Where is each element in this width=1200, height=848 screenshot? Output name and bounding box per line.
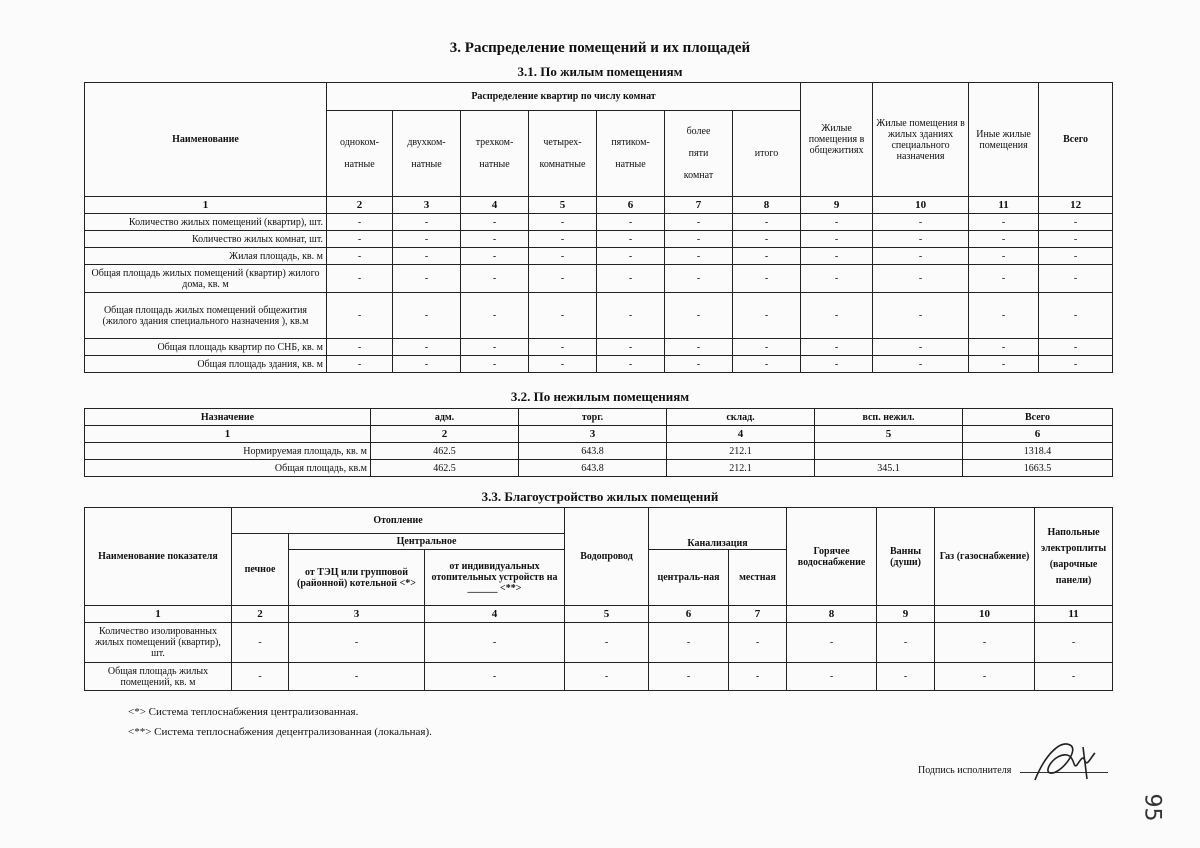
table-row <box>85 214 1113 231</box>
header-sewer: Канализация <box>649 508 787 550</box>
col-number: 3 <box>393 197 461 214</box>
cell-value: - <box>733 293 801 339</box>
header-auxiliary: всп. нежил. <box>815 409 963 426</box>
col-number: 4 <box>425 606 565 623</box>
cell-value: - <box>529 214 597 231</box>
cell-value: - <box>393 356 461 373</box>
header-indicator: Наименование показателя <box>85 508 232 606</box>
table-row <box>85 623 1113 663</box>
cell-value: - <box>461 293 529 339</box>
col-number: 6 <box>597 197 665 214</box>
header-tec: от ТЭЦ или групповой (районной) котельной <*> <box>289 550 425 606</box>
row-label: Общая площадь жилых помещений (квартир) жилого дома, кв. м <box>85 265 327 293</box>
cell-value: - <box>461 356 529 373</box>
header-water: Водопровод <box>565 508 649 606</box>
col-number: 10 <box>935 606 1035 623</box>
cell-value: - <box>935 663 1035 691</box>
col-number: 2 <box>371 426 519 443</box>
cell-value: - <box>873 248 969 265</box>
residential-table <box>84 82 1113 373</box>
cell-value: - <box>565 663 649 691</box>
header-storage: склад. <box>667 409 815 426</box>
cell-value: - <box>787 663 877 691</box>
table-row <box>85 443 1113 460</box>
cell-value: - <box>873 356 969 373</box>
cell-value: - <box>393 265 461 293</box>
col-number: 1 <box>85 426 371 443</box>
table-row <box>85 248 1113 265</box>
cell-value: - <box>393 231 461 248</box>
page-number: 95 <box>1139 793 1165 822</box>
cell-value: - <box>461 248 529 265</box>
cell-value: - <box>1039 293 1113 339</box>
cell-value: - <box>393 248 461 265</box>
cell-value: - <box>529 248 597 265</box>
col-number: 4 <box>461 197 529 214</box>
cell-value: - <box>597 339 665 356</box>
cell-value: - <box>801 214 873 231</box>
cell-value: - <box>327 214 393 231</box>
cell-value: - <box>425 663 565 691</box>
cell-value: - <box>597 265 665 293</box>
cell-value: - <box>529 265 597 293</box>
cell-value: 212.1 <box>667 443 815 460</box>
cell-value: - <box>665 265 733 293</box>
header-total: Всего <box>1039 83 1113 197</box>
cell-value: - <box>425 623 565 663</box>
row-label: Общая площадь жилых помещений, кв. м <box>85 663 232 691</box>
cell-value: - <box>733 339 801 356</box>
cell-value <box>815 443 963 460</box>
row-label: Количество жилых комнат, шт. <box>85 231 327 248</box>
cell-value: - <box>787 623 877 663</box>
cell-value: - <box>665 356 733 373</box>
row-label: Общая площадь квартир по СНБ, кв. м <box>85 339 327 356</box>
col-number: 1 <box>85 606 232 623</box>
footnote-2: <**> Система теплоснабжения децентрализованная (локальная). <box>128 726 432 738</box>
cell-value: - <box>969 231 1039 248</box>
col-number: 9 <box>877 606 935 623</box>
col-number: 2 <box>232 606 289 623</box>
footnote-1: <*> Система теплоснабжения централизованная. <box>128 706 359 718</box>
cell-value: - <box>327 293 393 339</box>
cell-value: - <box>597 248 665 265</box>
col-number: 8 <box>787 606 877 623</box>
cell-value: - <box>873 265 969 293</box>
col-number: 11 <box>1035 606 1113 623</box>
cell-value: - <box>529 231 597 248</box>
col-number: 3 <box>519 426 667 443</box>
cell-value: - <box>327 231 393 248</box>
cell-value: - <box>565 623 649 663</box>
col-number: 5 <box>565 606 649 623</box>
table-row <box>85 356 1113 373</box>
cell-value: - <box>873 339 969 356</box>
col-number: 10 <box>873 197 969 214</box>
section-3-3-title: 3.3. Благоустройство жилых помещений <box>481 489 719 504</box>
cell-value: - <box>733 356 801 373</box>
header-five-room: пятиком- натные <box>597 111 665 197</box>
cell-value: 462.5 <box>371 443 519 460</box>
cell-value: - <box>733 231 801 248</box>
cell-value: 1663.5 <box>963 460 1113 477</box>
cell-value: - <box>873 214 969 231</box>
cell-value: - <box>597 231 665 248</box>
cell-value: - <box>969 265 1039 293</box>
header-individual: от индивидуальных отопительных устройств на ______ <**> <box>425 550 565 606</box>
header-name: Наименование <box>85 83 327 197</box>
cell-value: - <box>969 248 1039 265</box>
cell-value: - <box>969 293 1039 339</box>
cell-value: - <box>649 663 729 691</box>
cell-value: - <box>935 623 1035 663</box>
col-number: 6 <box>963 426 1113 443</box>
cell-value: - <box>1035 623 1113 663</box>
cell-value: - <box>529 339 597 356</box>
header-more-rooms: более пяти комнат <box>665 111 733 197</box>
cell-value: - <box>597 293 665 339</box>
row-label: Общая площадь здания, кв. м <box>85 356 327 373</box>
header-sewer-local: местная <box>729 550 787 606</box>
cell-value: 643.8 <box>519 460 667 477</box>
cell-value: - <box>801 231 873 248</box>
cell-value: - <box>801 265 873 293</box>
cell-value: - <box>1035 663 1113 691</box>
table-row <box>85 339 1113 356</box>
cell-value: - <box>529 356 597 373</box>
col-number: 5 <box>529 197 597 214</box>
header-four-room: четырех- комнатные <box>529 111 597 197</box>
cell-value: - <box>1039 214 1113 231</box>
cell-value: - <box>801 339 873 356</box>
header-electric: Напольные электроплиты (варочные панели) <box>1035 508 1113 606</box>
section-3-2-title: 3.2. По нежилым помещениям <box>510 389 690 404</box>
col-number: 7 <box>665 197 733 214</box>
cell-value: - <box>969 339 1039 356</box>
table-row <box>85 231 1113 248</box>
signature-image <box>1025 735 1105 790</box>
header-two-room: двухком- натные <box>393 111 461 197</box>
header-gas: Газ (газоснабжение) <box>935 508 1035 606</box>
header-adm: адм. <box>371 409 519 426</box>
cell-value: - <box>1039 265 1113 293</box>
cell-value: 643.8 <box>519 443 667 460</box>
cell-value: - <box>729 663 787 691</box>
cell-value: - <box>1039 356 1113 373</box>
row-label: Количество изолированных жилых помещений (квартир), шт. <box>85 623 232 663</box>
col-number: 2 <box>327 197 393 214</box>
cell-value: - <box>665 214 733 231</box>
table-row <box>85 293 1113 339</box>
col-number: 3 <box>289 606 425 623</box>
cell-value: 1318.4 <box>963 443 1113 460</box>
col-number: 4 <box>667 426 815 443</box>
header-total: Всего <box>963 409 1113 426</box>
signature-label: Подпись исполнителя <box>918 765 1012 776</box>
cell-value: 212.1 <box>667 460 815 477</box>
cell-value: - <box>327 356 393 373</box>
col-number: 9 <box>801 197 873 214</box>
cell-value: - <box>877 663 935 691</box>
cell-value: - <box>733 248 801 265</box>
col-number: 12 <box>1039 197 1113 214</box>
table-row <box>85 265 1113 293</box>
nonresidential-table <box>84 408 1113 477</box>
header-trade: торг. <box>519 409 667 426</box>
cell-value: - <box>289 663 425 691</box>
header-subtotal: итого <box>733 111 801 197</box>
col-number: 11 <box>969 197 1039 214</box>
cell-value: - <box>232 663 289 691</box>
cell-value: - <box>665 231 733 248</box>
cell-value: - <box>461 214 529 231</box>
row-label: Общая площадь, кв.м <box>85 460 371 477</box>
cell-value: - <box>597 214 665 231</box>
col-number: 1 <box>85 197 327 214</box>
row-label: Количество жилых помещений (квартир), шт. <box>85 214 327 231</box>
header-distribution: Распределение квартир по числу комнат <box>327 83 801 111</box>
cell-value: - <box>327 339 393 356</box>
cell-value: - <box>801 356 873 373</box>
col-number: 6 <box>649 606 729 623</box>
header-purpose: Назначение <box>85 409 371 426</box>
col-number: 7 <box>729 606 787 623</box>
cell-value: - <box>327 265 393 293</box>
col-number: 5 <box>815 426 963 443</box>
row-label: Общая площадь жилых помещений общежития (жилого здания специального назначения ), кв.м <box>85 293 327 339</box>
table-row <box>85 460 1113 477</box>
cell-value: - <box>461 339 529 356</box>
cell-value: - <box>649 623 729 663</box>
cell-value: - <box>665 248 733 265</box>
row-label: Нормируемая площадь, кв. м <box>85 443 371 460</box>
section-3-1-title: 3.1. По жилым помещениям <box>517 64 683 79</box>
cell-value: - <box>393 339 461 356</box>
cell-value: - <box>1039 339 1113 356</box>
cell-value: - <box>733 265 801 293</box>
main-title: 3. Распределение помещений и их площадей <box>449 40 751 56</box>
header-dormitory: Жилые помещения в общежитиях <box>801 83 873 197</box>
cell-value: - <box>529 293 597 339</box>
header-one-room: одноком- натные <box>327 111 393 197</box>
cell-value: - <box>289 623 425 663</box>
header-hot-water: Горячее водоснабжение <box>787 508 877 606</box>
header-baths: Ванны (души) <box>877 508 935 606</box>
cell-value: - <box>597 356 665 373</box>
cell-value: - <box>969 214 1039 231</box>
cell-value: - <box>393 293 461 339</box>
cell-value: - <box>801 248 873 265</box>
cell-value: - <box>877 623 935 663</box>
cell-value: 462.5 <box>371 460 519 477</box>
cell-value: - <box>1039 231 1113 248</box>
cell-value: - <box>801 293 873 339</box>
cell-value: - <box>461 265 529 293</box>
header-other: Иные жилые помещения <box>969 83 1039 197</box>
cell-value: - <box>665 293 733 339</box>
cell-value: - <box>665 339 733 356</box>
cell-value: - <box>733 214 801 231</box>
header-heating: Отопление <box>232 508 565 534</box>
cell-value: - <box>393 214 461 231</box>
cell-value: - <box>969 356 1039 373</box>
cell-value: - <box>1039 248 1113 265</box>
cell-value: - <box>461 231 529 248</box>
header-special: Жилые помещения в жилых зданиях специального назначения <box>873 83 969 197</box>
cell-value: - <box>873 293 969 339</box>
header-central: Центральное <box>289 534 565 550</box>
cell-value: - <box>327 248 393 265</box>
col-number: 8 <box>733 197 801 214</box>
table-row <box>85 663 1113 691</box>
amenities-table <box>84 507 1113 691</box>
cell-value: - <box>729 623 787 663</box>
header-stove: печное <box>232 534 289 606</box>
cell-value: - <box>873 231 969 248</box>
cell-value: 345.1 <box>815 460 963 477</box>
row-label: Жилая площадь, кв. м <box>85 248 327 265</box>
header-three-room: трехком- натные <box>461 111 529 197</box>
header-sewer-central: централь-ная <box>649 550 729 606</box>
cell-value: - <box>232 623 289 663</box>
